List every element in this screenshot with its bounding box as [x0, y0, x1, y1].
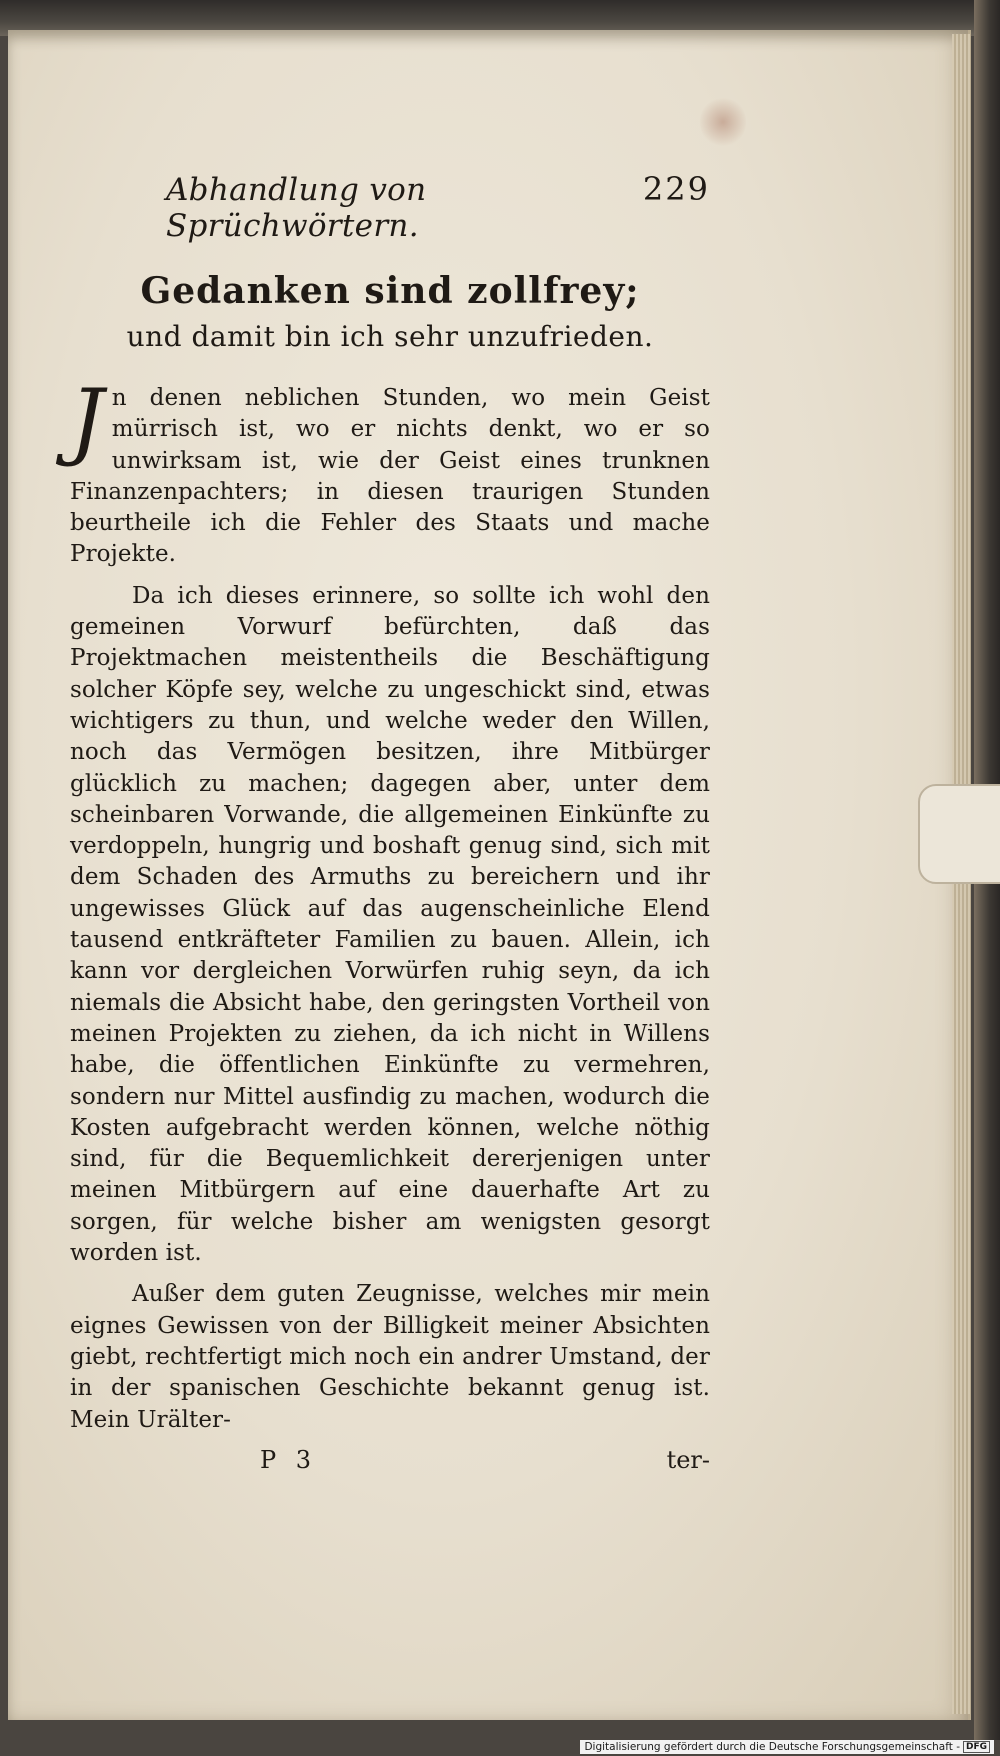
credit-text: Digitalisierung gefördert durch die Deutsche Forschungsgemeinschaft - — [584, 1741, 960, 1753]
catchword: ter- — [666, 1445, 710, 1474]
running-head — [166, 170, 710, 244]
section-subtitle: und damit bin ich sehr unzufrieden. — [126, 320, 654, 353]
page-footer — [70, 1446, 710, 1474]
dropcap-letter: J — [70, 371, 104, 469]
section-title: Gedanken sind zollfrey; — [140, 270, 640, 312]
paragraph-3: Außer dem guten Zeugnisse, welches mir mein eignes Gewissen von der Billigkeit meiner Absichten giebt, rechtfertigt mich noch ein andrer Umstand, der in der spanischen Geschichte bekannt genug ist. Mein Urälter- — [70, 1281, 710, 1433]
paragraph-1-text: n denen neblichen Stunden, wo mein Geist mürrisch ist, wo er nichts denkt, wo er so unwirksam ist, wie der Geist eines trunknen Finanzenpachters; in diesen traurigen Stunden beurtheile ich die Fehler des Staats und mache Projekte. — [70, 385, 710, 568]
digitization-credit — [580, 1740, 994, 1754]
paper-stain — [700, 96, 746, 148]
dfg-logo: DFG — [963, 1741, 990, 1753]
signature-mark: P 3 — [260, 1445, 318, 1474]
page-text — [70, 170, 710, 1474]
paragraph-2: Da ich dieses erinnere, so sollte ich wohl den gemeinen Vorwurf befürchten, daß das Projektmachen meistentheils die Beschäftigung solcher Köpfe sey, welche zu ungeschickt sind, etwas wichtigers zu thun, und welche weder den Willen, noch das Vermögen besitzen, ihre Mitbürger glücklich zu machen; dagegen aber, unter dem scheinbaren Vorwande, die allgemeinen Einkünfte zu verdoppeln, hungrig und boshaft genug sind, sich mit dem Schaden des Armuths zu bereichern und ihr ungewisses Glück auf das augenscheinliche Elend tausend entkräfteter Familien zu bauen. Allein, ich kann vor dergleichen Vorwürfen ruhig seyn, da ich niemals die Absicht habe, den geringsten Vortheil von meinen Projekten zu ziehen, da ich nicht in Willens habe, die öffentlichen Einkünfte zu vermehren, sondern nur Mittel ausfindig zu machen, wodurch die Kosten aufgebracht werden können, welche nöthig sind, für die Bequemlichkeit dererjenigen unter meinen Mitbürgern auf eine dauerhafte Art zu sorgen, für welche bisher am wenigsten gesorgt worden ist. — [70, 582, 710, 1267]
bookmark-tab — [918, 784, 1000, 884]
page-number: 229 — [642, 170, 710, 208]
paragraph-1 — [70, 371, 710, 571]
running-head-title: Abhandlung von Sprüchwörtern. — [166, 172, 427, 244]
